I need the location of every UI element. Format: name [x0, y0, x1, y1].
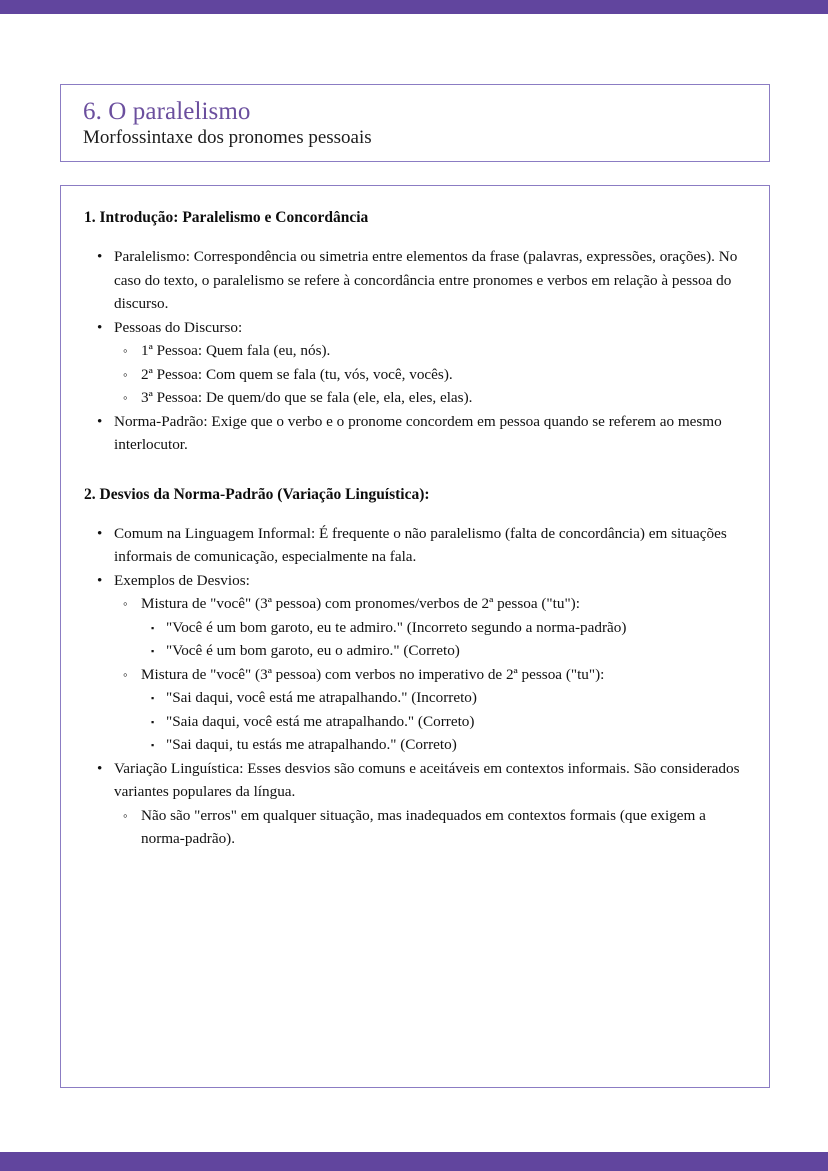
bullet-square-icon: ▪	[151, 622, 155, 633]
list-item-text: Exemplos de Desvios:	[114, 571, 250, 589]
bullet-dot-icon: •	[97, 524, 103, 542]
list-item	[141, 686, 743, 710]
list-item	[141, 710, 743, 734]
bullet-list-level1	[84, 522, 743, 851]
bullet-list-level1	[84, 245, 743, 457]
document-content-box	[60, 185, 770, 1088]
list-item	[84, 410, 743, 457]
list-item-text: 1ª Pessoa: Quem fala (eu, nós).	[141, 342, 331, 359]
bullet-dot-icon: •	[97, 318, 103, 336]
list-item	[114, 804, 743, 851]
bottom-accent-bar	[0, 1152, 828, 1171]
list-item-text: Pessoas do Discurso:	[114, 318, 243, 336]
list-item	[141, 616, 743, 640]
bullet-circle-icon: ◦	[123, 390, 128, 405]
list-item	[114, 663, 743, 757]
bullet-square-icon: ▪	[151, 716, 155, 727]
bullet-dot-icon: •	[97, 759, 103, 777]
list-item-text: Variação Linguística: Esses desvios são comuns e aceitáveis em contextos informais. São considerados variantes populares da língua.	[114, 759, 740, 800]
list-item-text: Norma-Padrão: Exige que o verbo e o pronome concordem em pessoa quando se referem ao mesmo interlocutor.	[114, 412, 722, 453]
list-item-text: Comum na Linguagem Informal: É frequente o não paralelismo (falta de concordância) em situações informais de comunicação, especialmente na fala.	[114, 524, 727, 565]
list-item	[141, 733, 743, 757]
list-item-text: Mistura de "você" (3ª pessoa) com pronomes/verbos de 2ª pessoa ("tu"):	[141, 595, 580, 612]
list-item-text: Paralelismo: Correspondência ou simetria entre elementos da frase (palavras, expressões, orações). No caso do texto, o paralelismo se refere à concordância entre pronomes e verbos em relação à pessoa do discurso.	[114, 248, 738, 312]
bullet-list-level2	[114, 592, 743, 757]
list-item	[84, 569, 743, 757]
section-heading: 1. Introdução: Paralelismo e Concordância	[84, 209, 369, 226]
list-item-text: "Sai daqui, tu estás me atrapalhando." (Correto)	[166, 736, 457, 753]
list-item	[114, 592, 743, 663]
bullet-list-level2	[114, 804, 743, 851]
document-content-inner	[61, 186, 769, 851]
bullet-list-level3	[141, 616, 743, 663]
list-item	[141, 639, 743, 663]
list-item-text: 2ª Pessoa: Com quem se fala (tu, vós, você, vocês).	[141, 365, 453, 383]
bullet-dot-icon: •	[97, 248, 103, 265]
list-item-text: 3ª Pessoa: De quem/do que se fala (ele, ela, eles, elas).	[141, 389, 473, 406]
list-item	[84, 757, 743, 851]
bullet-square-icon: ▪	[151, 740, 155, 750]
list-item	[84, 316, 743, 410]
list-item-text: Não são "erros" em qualquer situação, mas inadequados em contextos formais (que exigem a norma-padrão).	[141, 806, 706, 847]
top-accent-bar	[0, 0, 828, 14]
bullet-square-icon: ▪	[151, 693, 155, 703]
list-item	[84, 245, 743, 316]
bullet-dot-icon: •	[97, 571, 103, 589]
bullet-circle-icon: ◦	[123, 666, 128, 682]
list-item-text: "Você é um bom garoto, eu te admiro." (Incorreto segundo a norma-padrão)	[166, 618, 627, 636]
bullet-list-level3	[141, 686, 743, 757]
page-title: 6. O paralelismo	[83, 98, 251, 125]
bullet-dot-icon: •	[97, 412, 103, 430]
list-item	[84, 522, 743, 569]
bullet-square-icon: ▪	[151, 646, 155, 656]
bullet-circle-icon: ◦	[123, 366, 128, 382]
list-item-text: Mistura de "você" (3ª pessoa) com verbos no imperativo de 2ª pessoa ("tu"):	[141, 665, 605, 683]
section-heading: 2. Desvios da Norma-Padrão (Variação Linguística):	[84, 485, 430, 503]
document-header-box	[60, 84, 770, 162]
list-item	[114, 339, 743, 363]
page-subtitle: Morfossintaxe dos pronomes pessoais	[83, 127, 372, 148]
list-item-text: "Saia daqui, você está me atrapalhando." (Correto)	[166, 712, 475, 730]
document-header-inner	[61, 85, 769, 149]
bullet-circle-icon: ◦	[123, 343, 128, 358]
bullet-list-level2	[114, 339, 743, 410]
list-item-text: "Você é um bom garoto, eu o admiro." (Correto)	[166, 642, 460, 659]
bullet-circle-icon: ◦	[123, 807, 128, 823]
list-item-text: "Sai daqui, você está me atrapalhando." (Incorreto)	[166, 689, 477, 706]
bullet-circle-icon: ◦	[123, 596, 128, 611]
list-item	[114, 363, 743, 387]
list-item	[114, 386, 743, 410]
